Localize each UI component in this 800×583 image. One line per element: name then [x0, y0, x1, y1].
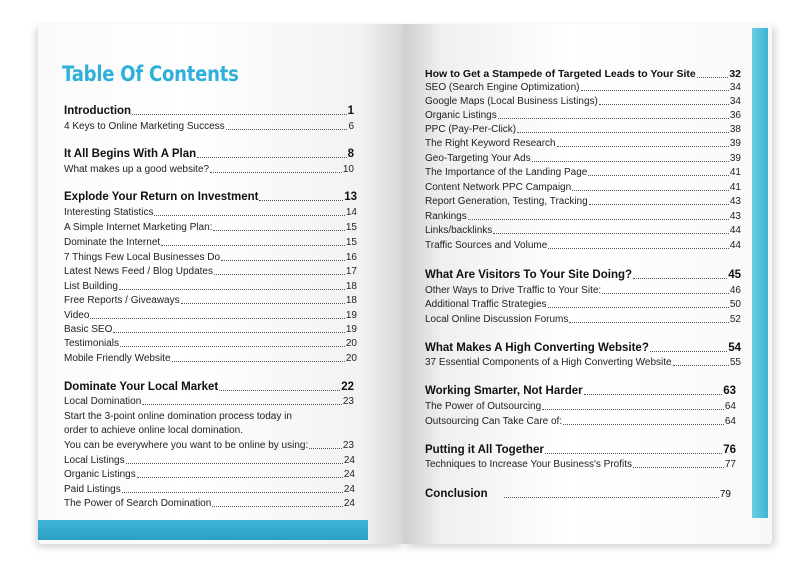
- toc-label: Putting it All Together: [425, 444, 544, 456]
- toc-page-number: 38: [729, 124, 741, 135]
- toc-label: The Importance of the Landing Page: [425, 167, 588, 178]
- toc-page-number: 41: [729, 167, 741, 178]
- toc-section: [425, 444, 736, 456]
- toc-entry: [64, 455, 355, 466]
- toc-page-number: 55: [729, 357, 741, 368]
- toc-entry: [425, 182, 741, 193]
- toc-page-number: 19: [345, 310, 357, 321]
- toc-label: The Power of Search Domination: [64, 498, 212, 509]
- toc-entry: [425, 211, 741, 222]
- toc-page-number: 15: [345, 222, 357, 233]
- toc-entry: [64, 164, 354, 175]
- toc-entry: [64, 498, 355, 509]
- toc-entry: [425, 225, 741, 236]
- toc-entry: [425, 459, 736, 470]
- toc-page-number: 50: [729, 299, 741, 310]
- toc-page-number: 32: [729, 68, 741, 80]
- toc-entry: [64, 207, 357, 218]
- toc-label: Introduction: [64, 105, 132, 117]
- toc-page-number: 44: [729, 225, 741, 236]
- toc-page-number: 18: [345, 295, 357, 306]
- toc-label: 37 Essential Components of a High Converting Website: [425, 357, 672, 368]
- toc-label: A Simple Internet Marketing Plan:: [64, 222, 213, 233]
- toc-label: You can be everywhere you want to be online by using:: [64, 440, 309, 451]
- toc-section: [425, 488, 731, 500]
- toc-label: Additional Traffic Strategies: [425, 299, 547, 310]
- toc-label: Conclusion: [425, 488, 488, 500]
- toc-page-number: 10: [342, 164, 354, 175]
- toc-page-number: 15: [345, 237, 357, 248]
- toc-entry: [64, 353, 357, 364]
- toc-page-number: 24: [343, 484, 355, 495]
- toc-page-number: 34: [729, 82, 741, 93]
- toc-entry: [425, 299, 741, 310]
- toc-page-number: 39: [729, 138, 741, 149]
- toc-section: [425, 68, 741, 80]
- toc-entry: [425, 96, 741, 107]
- left-page-accent-bar: [38, 520, 368, 540]
- toc-section: [425, 269, 741, 281]
- toc-page-number: 52: [729, 314, 741, 325]
- toc-label: What makes up a good website?: [64, 164, 210, 175]
- toc-page-number: 6: [348, 121, 354, 132]
- toc-label: SEO (Search Engine Optimization): [425, 82, 580, 93]
- toc-page-number: 24: [343, 455, 355, 466]
- toc-page-number: 17: [345, 266, 357, 277]
- toc-entry: [64, 121, 354, 132]
- toc-label: Basic SEO: [64, 324, 113, 335]
- toc-note-line: order to achieve online local domination.: [64, 425, 243, 436]
- toc-label: Paid Listings: [64, 484, 121, 495]
- toc-label: Traffic Sources and Volume: [425, 240, 548, 251]
- toc-page-number: 43: [729, 196, 741, 207]
- toc-label: 4 Keys to Online Marketing Success: [64, 121, 225, 132]
- toc-page-number: 46: [729, 285, 741, 296]
- toc-entry: [425, 401, 736, 412]
- toc-section: [425, 342, 741, 354]
- toc-entry: [64, 310, 357, 321]
- toc-page-number: 20: [345, 338, 357, 349]
- toc-page-number: 41: [729, 182, 741, 193]
- toc-entry: [64, 295, 357, 306]
- toc-label: Mobile Friendly Website: [64, 353, 171, 364]
- toc-entry: [425, 357, 741, 368]
- toc-page-number: 23: [342, 440, 354, 451]
- toc-page-number: 24: [343, 469, 355, 480]
- toc-entry: [425, 314, 741, 325]
- toc-label: List Building: [64, 281, 118, 292]
- toc-label: What Makes A High Converting Website?: [425, 342, 649, 354]
- toc-label: PPC (Pay-Per-Click): [425, 124, 517, 135]
- toc-entry: [425, 416, 736, 427]
- toc-page-number: 45: [728, 269, 741, 281]
- toc-page-number: 39: [729, 153, 741, 164]
- toc-page-number: 54: [728, 342, 741, 354]
- toc-label: Working Smarter, Not Harder: [425, 385, 583, 397]
- toc-label: Local Online Discussion Forums: [425, 314, 569, 325]
- toc-page-number: 16: [345, 252, 357, 263]
- toc-label: Local Domination: [64, 396, 142, 407]
- toc-entry: [64, 266, 357, 277]
- toc-page-number: 63: [723, 385, 736, 397]
- toc-label: Dominate the Internet: [64, 237, 161, 248]
- toc-page-number: 64: [724, 401, 736, 412]
- toc-entry: [425, 138, 741, 149]
- toc-label: It All Begins With A Plan: [64, 148, 197, 160]
- toc-label: Content Network PPC Campaign: [425, 182, 572, 193]
- toc-label: Organic Listings: [64, 469, 136, 480]
- toc-entry: [425, 240, 741, 251]
- toc-entry: [425, 153, 741, 164]
- toc-section: [64, 105, 354, 117]
- toc-page-number: 19: [345, 324, 357, 335]
- toc-label: Links/backlinks: [425, 225, 493, 236]
- toc-label: How to Get a Stampede of Targeted Leads to Your Site: [425, 68, 696, 80]
- toc-label: Free Reports / Giveaways: [64, 295, 180, 306]
- toc-label: Rankings: [425, 211, 467, 222]
- toc-entry: [425, 285, 741, 296]
- toc-page-number: 76: [723, 444, 736, 456]
- toc-label: Latest News Feed / Blog Updates: [64, 266, 213, 277]
- toc-entry: [425, 110, 741, 121]
- toc-entry: [64, 338, 357, 349]
- toc-page-number: 64: [724, 416, 736, 427]
- toc-label: Explode Your Return on Investment: [64, 191, 259, 203]
- toc-entry: [64, 440, 354, 451]
- toc-label: Local Listings: [64, 455, 125, 466]
- toc-label: Organic Listings: [425, 110, 497, 121]
- toc-label: What Are Visitors To Your Site Doing?: [425, 269, 633, 281]
- toc-label: 7 Things Few Local Businesses Do: [64, 252, 221, 263]
- toc-page-number: 18: [345, 281, 357, 292]
- toc-section: [425, 385, 736, 397]
- toc-label: Testimonials: [64, 338, 120, 349]
- toc-entry: [64, 484, 355, 495]
- toc-label: Dominate Your Local Market: [64, 381, 219, 393]
- toc-label: Techniques to Increase Your Business's Profits: [425, 459, 633, 470]
- toc-label: Report Generation, Testing, Tracking: [425, 196, 588, 207]
- toc-entry: [64, 281, 357, 292]
- toc-page-number: 24: [343, 498, 355, 509]
- toc-page-number: 36: [729, 110, 741, 121]
- toc-title: Table Of Contents: [62, 62, 239, 86]
- toc-label: Interesting Statistics: [64, 207, 154, 218]
- toc-entry: [425, 82, 741, 93]
- toc-entry: [425, 196, 741, 207]
- toc-page-number: 8: [347, 148, 354, 160]
- toc-label: Geo-Targeting Your Ads: [425, 153, 531, 164]
- toc-entry: [64, 324, 357, 335]
- toc-label: Outsourcing Can Take Care of:: [425, 416, 563, 427]
- toc-entry: [64, 396, 354, 407]
- toc-entry: [425, 167, 741, 178]
- toc-page-number: 1: [347, 105, 354, 117]
- toc-page-number: 14: [345, 207, 357, 218]
- toc-page-number: 13: [344, 191, 357, 203]
- toc-page-number: 34: [729, 96, 741, 107]
- toc-page-number: 44: [729, 240, 741, 251]
- toc-page-number: 79: [719, 489, 731, 500]
- toc-entry: [425, 124, 741, 135]
- toc-page-number: 22: [341, 381, 354, 393]
- toc-label: Other Ways to Drive Traffic to Your Site:: [425, 285, 602, 296]
- toc-label: The Right Keyword Research: [425, 138, 556, 149]
- toc-entry: [64, 469, 355, 480]
- toc-section: [64, 191, 357, 203]
- toc-label: Video: [64, 310, 90, 321]
- toc-note-line: Start the 3-point online domination process today in: [64, 411, 292, 422]
- toc-section: [64, 148, 354, 160]
- toc-label: Google Maps (Local Business Listings): [425, 96, 598, 107]
- toc-entry: [64, 237, 357, 248]
- toc-label: The Power of Outsourcing: [425, 401, 542, 412]
- toc-page-number: 20: [345, 353, 357, 364]
- toc-section: [64, 381, 354, 393]
- toc-entry: [64, 222, 357, 233]
- toc-entry: [64, 252, 357, 263]
- right-page-accent-bar: [752, 28, 768, 518]
- toc-page-number: 43: [729, 211, 741, 222]
- toc-page-number: 77: [724, 459, 736, 470]
- toc-page-number: 23: [342, 396, 354, 407]
